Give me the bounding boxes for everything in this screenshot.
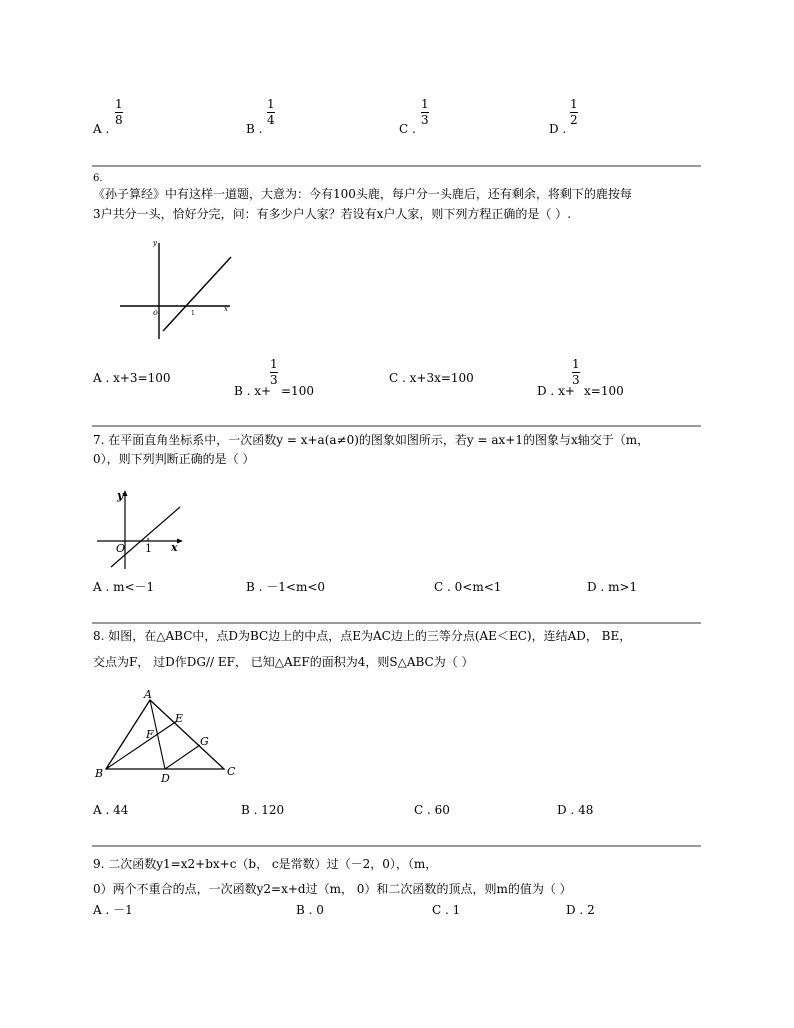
- divider: [92, 845, 701, 847]
- q7-text-line1: 7. 在平面直角坐标系中，一次函数y = x+a(a≠0)的图象如图所示，若y = ax+1的图象与x轴交于（m，: [93, 433, 650, 447]
- q8-option-c: C . 60: [414, 803, 450, 817]
- divider: [92, 622, 701, 624]
- q5-option-c-num: 1: [421, 97, 429, 111]
- q6-option-d-fraction: [572, 358, 580, 387]
- q6-option-b-fraction: [270, 358, 278, 387]
- q8-text-line2: 交点为F， 过D作DG// EF， 已知△AEF的面积为4，则S△ABC为（ ）: [93, 655, 474, 669]
- q5-option-d-den: 2: [570, 113, 578, 127]
- q5-option-a-num: 1: [115, 97, 123, 111]
- q8-triangle-figure: [90, 685, 250, 785]
- q7-graph-y-label: y: [117, 489, 124, 502]
- q6-option-b-den: 3: [270, 373, 278, 387]
- q9-option-b: B . 0: [296, 903, 324, 917]
- q6-option-b-suffix: =100: [281, 384, 314, 398]
- q9-text-line1: 9. 二次函数y1=x2+bx+c（b， c是常数）过（－2，0），（m，: [93, 857, 438, 871]
- q5-option-d-fraction: [570, 98, 578, 127]
- q5-option-a-den: 8: [115, 113, 123, 127]
- q7-option-a: A . m<－1: [93, 580, 155, 594]
- q6-number: 6.: [93, 173, 103, 184]
- q5-option-b-fraction: [267, 98, 275, 127]
- q6-option-c: C . x+3x=100: [389, 371, 474, 385]
- q6-graph-tick-one: 1: [191, 310, 195, 317]
- q6-option-b-prefix: B . x+: [234, 384, 272, 398]
- q6-text-line2: 3户共分一头，恰好分完，问：有多少户人家？若设有x户人家，则下列方程正确的是（ ）.: [93, 207, 572, 221]
- q7-graph-x-label: x: [171, 541, 178, 554]
- q7-graph-origin: O: [116, 542, 126, 555]
- q6-text-line1: 《孙子算经》中有这样一道题，大意为：今有100头鹿，每户分一头鹿后，还有剩余，将剩下的鹿按每: [93, 187, 632, 201]
- q5-option-c-letter: C .: [399, 122, 416, 136]
- q6-option-d-den: 3: [572, 373, 580, 387]
- q5-option-a-letter: A .: [93, 122, 110, 136]
- q9-option-d: D . 2: [566, 903, 595, 917]
- q7-option-c: C . 0<m<1: [434, 580, 502, 594]
- q8-label-e: E: [175, 712, 184, 725]
- q6-option-b-num: 1: [270, 357, 278, 371]
- q7-graph-tick-one: 1: [145, 542, 152, 555]
- divider: [92, 165, 701, 167]
- q8-label-b: B: [95, 767, 104, 780]
- q8-label-c: C: [227, 765, 236, 778]
- q6-graph: [115, 235, 240, 350]
- q9-text-line2: 0）两个不重合的点，一次函数y2=x+d过（m， 0）和二次函数的顶点，则m的值为（ ）: [93, 882, 572, 896]
- q6-option-d-prefix: D . x+: [537, 384, 575, 398]
- q5-option-b-num: 1: [267, 97, 275, 111]
- q7-text-line2: 0），则下列判断正确的是（ ）: [93, 452, 255, 466]
- q8-label-a: A: [144, 688, 152, 701]
- q8-option-b: B . 120: [241, 803, 285, 817]
- q5-option-c-fraction: [421, 98, 429, 127]
- q6-option-d-suffix: x=100: [584, 384, 624, 398]
- q5-option-b-den: 4: [267, 113, 275, 127]
- q8-text-line1: 8. 如图，在△ABC中，点D为BC边上的中点，点E为AC边上的三等分点(AE＜EC)，连结AD， BE，: [93, 629, 632, 643]
- q7-graph: [95, 487, 190, 572]
- q8-label-g: G: [200, 735, 209, 748]
- q5-option-b-letter: B .: [246, 122, 263, 136]
- q5-option-d-num: 1: [570, 97, 578, 111]
- q9-option-c: C . 1: [432, 903, 461, 917]
- q8-label-f: F: [146, 728, 154, 741]
- q5-option-c-den: 3: [421, 113, 429, 127]
- q6-option-a: A . x+3=100: [93, 371, 171, 385]
- q6-graph-x-label: x: [224, 305, 228, 313]
- q5-option-a-fraction: [115, 98, 123, 127]
- q7-option-d: D . m>1: [587, 580, 638, 594]
- q7-option-b: B . －1<m<0: [246, 580, 326, 594]
- q8-option-a: A . 44: [93, 803, 129, 817]
- q8-label-d: D: [161, 772, 170, 785]
- q8-option-d: D . 48: [557, 803, 594, 817]
- q6-graph-origin: o: [153, 308, 158, 317]
- q5-option-d-letter: D .: [549, 122, 567, 136]
- divider: [92, 425, 701, 427]
- q9-option-a: A . －1: [93, 903, 133, 917]
- q6-graph-y-label: y: [153, 239, 157, 247]
- q6-option-d-num: 1: [572, 357, 580, 371]
